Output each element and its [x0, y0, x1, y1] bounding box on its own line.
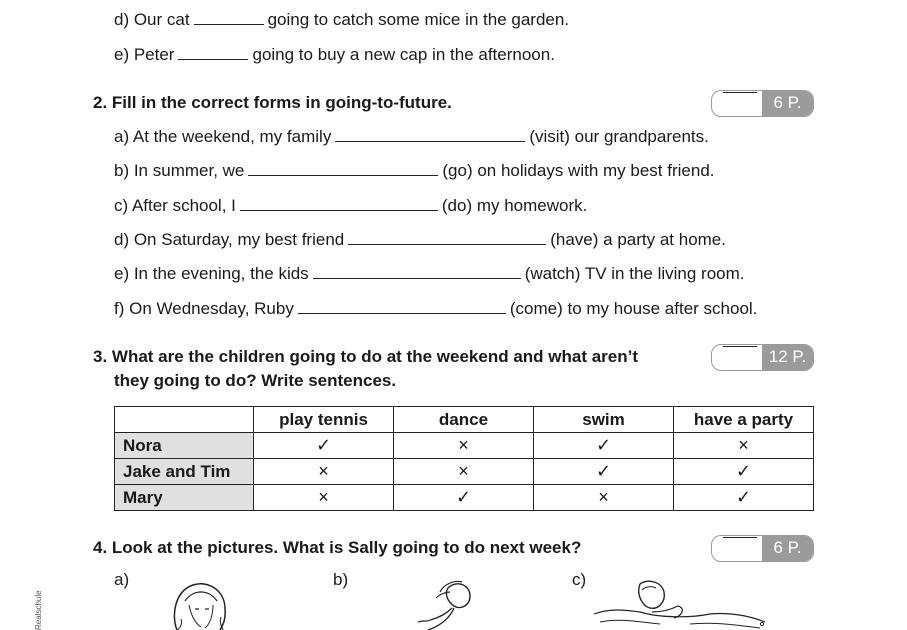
table-corner-cell	[115, 407, 254, 433]
girl-head-illustration	[165, 575, 235, 630]
picture-label-a: a)	[114, 570, 130, 589]
activity-mark: ✓	[394, 485, 534, 511]
task2-item-a: a) At the weekend, my family (visit) our grandparents.	[114, 127, 709, 146]
table-column-header: play tennis	[254, 407, 394, 433]
activity-mark: ×	[254, 459, 394, 485]
task2-item-e: e) In the evening, the kids (watch) TV in the living room.	[114, 264, 745, 283]
answer-blank[interactable]	[240, 196, 438, 211]
task3-title-line2: they going to do? Write sentences.	[114, 371, 397, 390]
task2-item-b: b) In summer, we (go) on holidays with my best friend.	[114, 161, 715, 180]
answer-blank[interactable]	[178, 45, 248, 60]
task1-item-d: d) Our cat going to catch some mice in the garden.	[114, 10, 570, 29]
answer-blank[interactable]	[335, 127, 525, 142]
child-name: Mary	[115, 485, 254, 511]
table-column-header: swim	[534, 407, 674, 433]
child-name: Jake and Tim	[115, 459, 254, 485]
task3-points: 12 P.	[762, 345, 813, 370]
activity-mark: ×	[674, 433, 814, 459]
activity-mark: ✓	[534, 433, 674, 459]
table-header-row	[115, 407, 814, 433]
task2-points: 6 P.	[762, 91, 813, 116]
task2-item-d: d) On Saturday, my best friend (have) a party at home.	[114, 230, 726, 249]
picture-label-b: b)	[333, 570, 349, 589]
task2-title: 2. Fill in the correct forms in going-to-future.	[93, 93, 452, 112]
task2-item-f: f) On Wednesday, Ruby (come) to my house after school.	[114, 299, 758, 318]
activity-mark: ×	[394, 433, 534, 459]
girl-swimming-illustration	[590, 578, 770, 630]
table-column-header: have a party	[674, 407, 814, 433]
activity-mark: ×	[534, 485, 674, 511]
activity-mark: ✓	[674, 485, 814, 511]
answer-blank[interactable]	[348, 230, 546, 245]
task4-title: 4. Look at the pictures. What is Sally going to do next week?	[93, 538, 582, 557]
answer-blank[interactable]	[248, 161, 438, 176]
table-row	[115, 459, 814, 485]
child-name: Nora	[115, 433, 254, 459]
task4-points-box	[711, 535, 814, 562]
task2-item-c: c) After school, I (do) my homework.	[114, 196, 588, 215]
task3-title-line1: 3. What are the children going to do at the weekend and what aren’t	[93, 347, 639, 366]
activity-mark: ✓	[534, 459, 674, 485]
task3-points-box	[711, 344, 814, 371]
task4-points: 6 P.	[762, 536, 813, 561]
answer-blank[interactable]	[194, 10, 264, 25]
activity-mark: ×	[254, 485, 394, 511]
picture-label-c: c)	[572, 570, 587, 589]
activity-mark: ×	[394, 459, 534, 485]
table-column-header: dance	[394, 407, 534, 433]
activity-table	[114, 406, 814, 511]
answer-blank[interactable]	[298, 299, 506, 314]
task1-item-e: e) Peter going to buy a new cap in the afternoon.	[114, 45, 555, 64]
table-row	[115, 433, 814, 459]
activity-mark: ✓	[254, 433, 394, 459]
task2-points-box	[711, 90, 814, 117]
table-row	[115, 485, 814, 511]
answer-blank[interactable]	[313, 264, 521, 279]
girl-running-illustration	[410, 578, 480, 630]
activity-mark: ✓	[674, 459, 814, 485]
side-label: Realschule	[34, 590, 43, 630]
